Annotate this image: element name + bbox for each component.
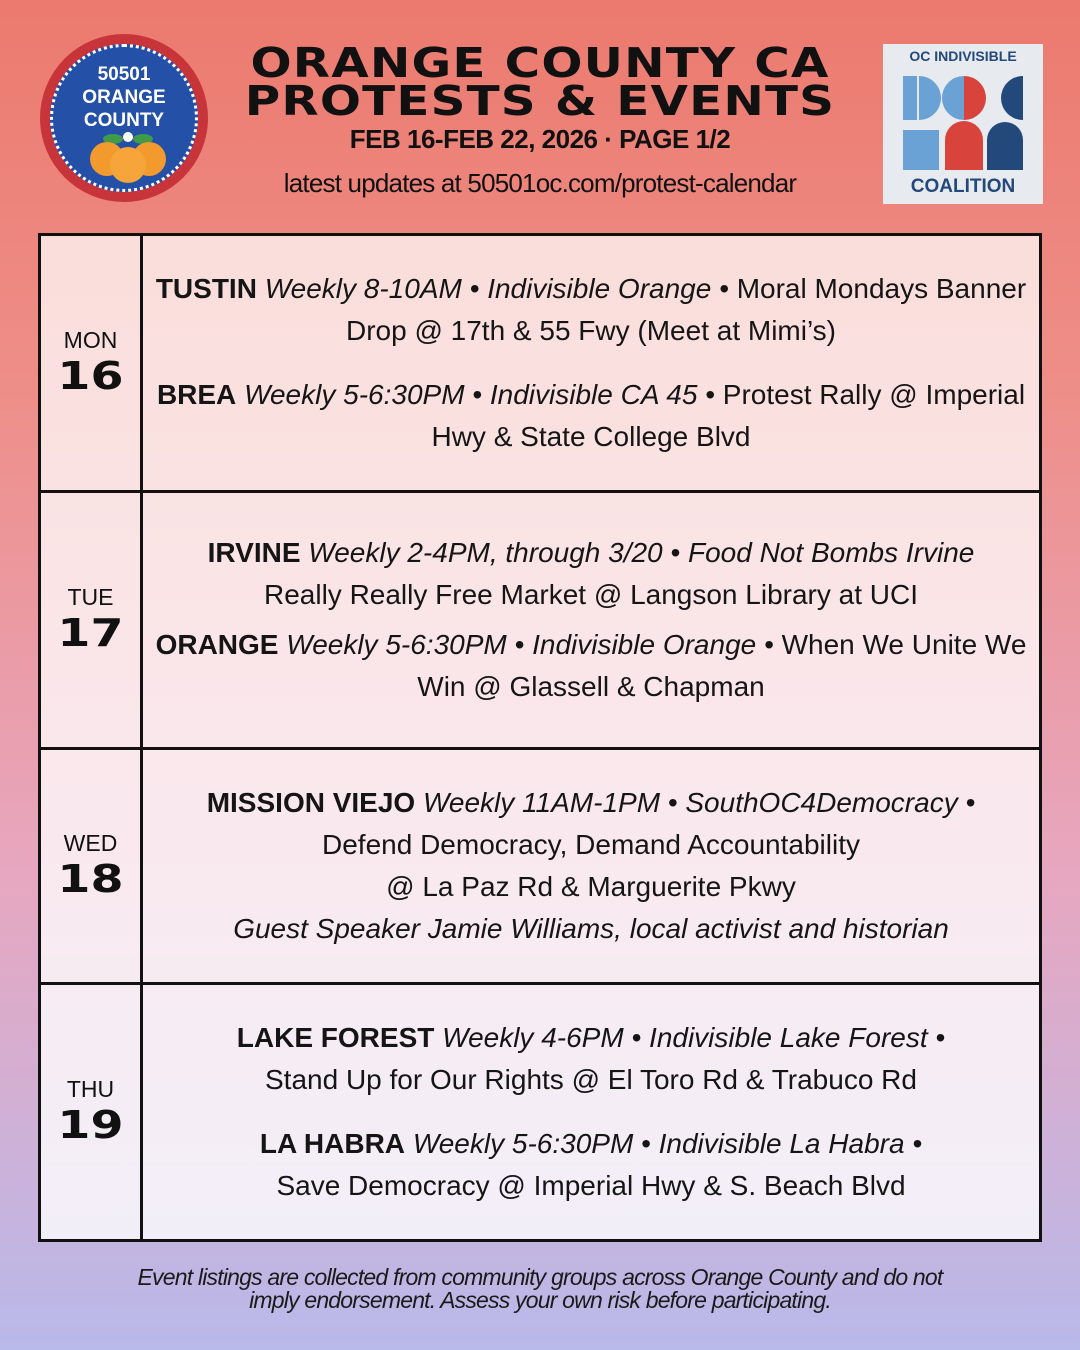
- day-cell: [41, 236, 143, 490]
- events-cell: [143, 236, 1039, 490]
- coalition-shapes-icon: [901, 74, 1025, 174]
- logo-text-line3: COUNTY: [83, 110, 165, 131]
- day-of-week: WED: [63, 830, 118, 856]
- oc-indivisible-coalition-logo: [883, 44, 1043, 204]
- logo-right-top-text: OC INDIVISIBLE: [909, 48, 1017, 64]
- updates-url-text: latest updates at 50501oc.com/protest-calendar: [283, 168, 797, 198]
- event-details: Weekly 11AM-1PM • SouthOC4Democracy •: [422, 787, 976, 818]
- event-note: Guest Speaker Jamie Williams, local activist and historian: [233, 913, 949, 944]
- date-range-subtitle: FEB 16-FEB 22, 2026 · PAGE 1/2: [349, 124, 731, 154]
- logo-text-line1: 50501: [97, 64, 151, 85]
- event-description: Save Democracy @ Imperial Hwy & S. Beach Blvd: [276, 1170, 906, 1201]
- event-city: ORANGE: [155, 629, 279, 660]
- day-row-wed: [41, 750, 1039, 985]
- event-details: Weekly 2-4PM, through 3/20 • Food Not Bombs Irvine: [308, 537, 975, 568]
- event-description: Moral Mondays Banner Drop @ 17th & 55 Fwy (Meet at Mimi’s): [345, 273, 1027, 346]
- day-row-thu: [41, 985, 1039, 1239]
- logo-text-line2: ORANGE: [82, 87, 166, 108]
- logo-right-bottom-text: COALITION: [910, 176, 1016, 197]
- event-city: TUSTIN: [155, 273, 257, 304]
- event-listing: [151, 374, 1031, 458]
- event-description: Protest Rally @ Imperial Hwy & State College Blvd: [431, 379, 1026, 452]
- event-listing: [151, 624, 1031, 708]
- event-city: LA HABRA: [259, 1128, 406, 1159]
- day-number: 17: [57, 611, 124, 655]
- day-cell: [41, 750, 143, 982]
- event-details: Weekly 8-10AM • Indivisible Orange •: [264, 273, 729, 304]
- event-details: Weekly 5-6:30PM • Indivisible CA 45 •: [244, 379, 715, 410]
- page-title: [151, 39, 930, 125]
- title-line-2: PROTESTS & EVENTS: [244, 77, 836, 125]
- day-of-week: TUE: [67, 584, 114, 610]
- event-description: Defend Democracy, Demand Accountability: [322, 829, 860, 860]
- event-description: When We Unite We Win @ Glassell & Chapman: [417, 629, 1027, 702]
- day-number: 19: [57, 1103, 124, 1147]
- event-listing: [151, 532, 1031, 616]
- disclaimer-line-2: imply endorsement. Assess your own risk before participating.: [249, 1287, 831, 1313]
- day-number: 16: [57, 354, 124, 398]
- event-description: Stand Up for Our Rights @ El Toro Rd & Trabuco Rd: [265, 1064, 917, 1095]
- event-city: IRVINE: [207, 537, 301, 568]
- event-listing: [151, 782, 1031, 950]
- event-details: Weekly 4-6PM • Indivisible Lake Forest •: [442, 1022, 946, 1053]
- event-listing: [151, 1123, 1031, 1207]
- events-cell: [143, 750, 1039, 982]
- day-cell: [41, 985, 143, 1239]
- events-cell: [143, 493, 1039, 747]
- day-of-week: MON: [63, 327, 118, 353]
- disclaimer-line-1: Event listings are collected from community groups across Orange County and do not: [137, 1264, 943, 1290]
- day-of-week: THU: [66, 1076, 115, 1102]
- day-row-tue: [41, 493, 1039, 750]
- day-number: 18: [57, 857, 124, 901]
- event-details: Weekly 5-6:30PM • Indivisible La Habra •: [412, 1128, 923, 1159]
- event-details: Weekly 5-6:30PM • Indivisible Orange •: [286, 629, 774, 660]
- oranges-icon: [83, 129, 173, 183]
- event-listing: [151, 1017, 1031, 1101]
- events-table: [38, 233, 1042, 1242]
- day-cell: [41, 493, 143, 747]
- day-row-mon: [41, 236, 1039, 493]
- event-listing: [151, 268, 1031, 352]
- event-location: @ La Paz Rd & Marguerite Pkwy: [386, 871, 796, 902]
- disclaimer-footer: [50, 1266, 1030, 1312]
- event-city: MISSION VIEJO: [206, 787, 416, 818]
- title-line-1: ORANGE COUNTY CA: [250, 39, 830, 87]
- events-cell: [143, 985, 1039, 1239]
- event-city: BREA: [156, 379, 237, 410]
- event-description: Really Really Free Market @ Langson Library at UCI: [263, 579, 918, 610]
- event-city: LAKE FOREST: [236, 1022, 435, 1053]
